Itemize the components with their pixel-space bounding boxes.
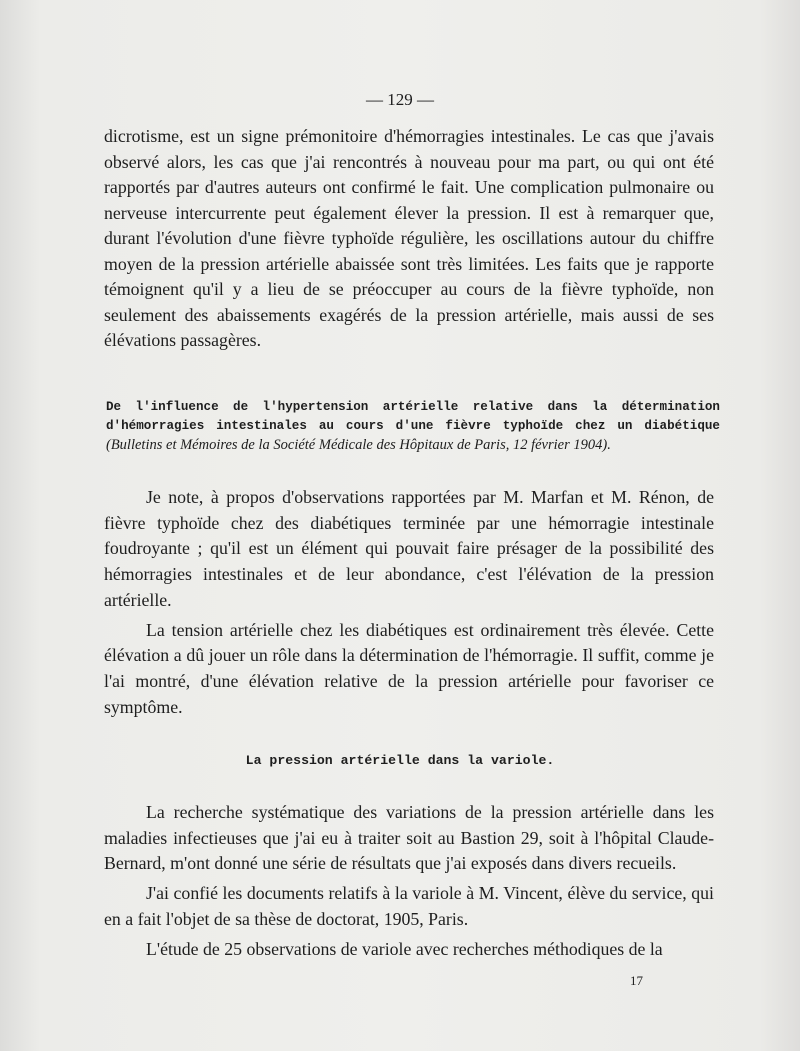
section-diabetes [104, 485, 714, 720]
section-variole [104, 800, 714, 962]
reference-citation: (Bulletins et Mémoires de la Société Médicale des Hôpitaux de Paris, 12 février 1904). [106, 437, 611, 453]
reference-title: De l'influence de l'hypertension artérielle relative dans la détermination d'hémorragies intestinales au cours d'une fièvre typhoïde chez un diabétique [106, 400, 720, 433]
section-heading: La pression artérielle dans la variole. [245, 753, 555, 768]
paragraph: La recherche systématique des variations de la pression artérielle dans les maladies infectieuses que j'ai eu à traiter soit au Bastion 29, soit à l'hôpital Claude-Bernard, m'ont donné une série de résultats que j'ai exposés dans divers recueils. [104, 802, 714, 874]
paragraph: Je note, à propos d'observations rapportées par M. Marfan et M. Rénon, de fièvre typhoïde chez des diabétiques terminée par une hémorragie intestinale foudroyante ; qu'il est un élément qui pouvait faire présager de la possibilité des hémorragies intestinales et de leur abondance, c'est l'élévation de la pression artérielle. [104, 487, 714, 610]
signature-mark: 17 [630, 973, 643, 988]
reference-entry [106, 398, 720, 456]
paragraph: L'étude de 25 observations de variole avec recherches méthodiques de la [146, 938, 663, 959]
paragraph: J'ai confié les documents relatifs à la variole à M. Vincent, élève du service, qui en a fait l'objet de sa thèse de doctorat, 1905, Paris. [104, 883, 714, 929]
page-number: — 129 — [366, 90, 434, 109]
paragraph: La tension artérielle chez les diabétiques est ordinairement très élevée. Cette élévation a dû jouer un rôle dans la détermination de l'hémorragie. Il suffit, comme je l'ai montré, d'une élévation relative de la pression artérielle pour favoriser ce symptôme. [104, 619, 714, 717]
paragraph-dicrotisme: dicrotisme, est un signe prémonitoire d'hémorragies intestinales. Le cas que j'avais observé alors, les cas que j'ai rencontrés à nouveau pour ma part, ou qui ont été rapportés par d'autres auteurs ont confirmé le fait. Une complication pulmonaire ou nerveuse intercurrente peut également élever la pression. Il est à remarquer que, durant l'évolution d'une fièvre typhoïde régulière, les oscillations autour du chiffre moyen de la pression artérielle abaissée sont très limitées. Les faits que je rapporte témoignent qu'il y a lieu de se préoccuper au cours de la fièvre typhoïde, non seulement des abaissements exagérés de la pression artérielle, mais aussi de ses élévations passagères. [104, 126, 714, 350]
